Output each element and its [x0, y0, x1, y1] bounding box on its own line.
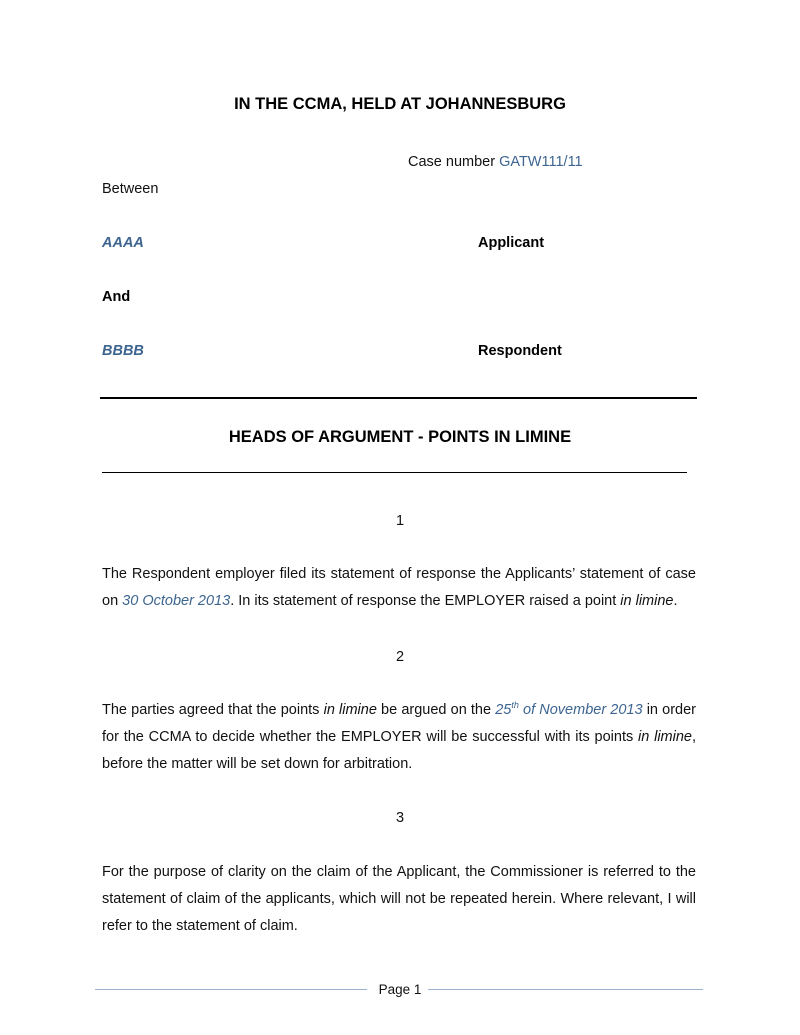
- court-title: IN THE CCMA, HELD AT JOHANNESBURG: [234, 95, 566, 113]
- respondent-role: Respondent: [478, 343, 562, 359]
- case-number-line: [408, 154, 583, 170]
- paragraph-body: For the purpose of clarity on the claim of the Applicant, the Commissioner is referred to the statement of claim of the applicants, which will not be repeated herein. Where relevant, I will refer to the statement of claim.: [102, 864, 696, 934]
- divider-underline: [102, 472, 687, 473]
- italic-term: in limine: [323, 702, 377, 718]
- date-reference: 30 October 2013: [122, 593, 231, 609]
- case-number-value: GATW111/11: [499, 154, 583, 170]
- italic-term: in limine: [620, 593, 674, 609]
- date-ordinal: th: [511, 700, 519, 711]
- paragraph-number: 1: [395, 513, 405, 529]
- applicant-role: Applicant: [478, 235, 545, 251]
- paragraph-text: , before the matter will be set down for arbitration.: [102, 729, 697, 772]
- paragraph-number: 2: [395, 649, 405, 665]
- date-day: 25: [495, 702, 512, 718]
- applicant-name: AAAA: [102, 235, 144, 251]
- paragraph-text: . In its statement of response the EMPLOYER raised a point: [230, 593, 621, 609]
- italic-term: in limine: [638, 729, 692, 745]
- paragraph-text: The Respondent employer filed its statement of response the Applicants’ statement of case on: [102, 566, 696, 609]
- paragraph-number: 3: [395, 810, 405, 826]
- divider-thick: [100, 397, 697, 399]
- between-label: Between: [102, 181, 159, 197]
- and-label: And: [102, 289, 131, 305]
- respondent-name: BBBB: [102, 343, 144, 359]
- page-number: [0, 982, 800, 997]
- paragraph-text: The parties agreed that the points: [102, 702, 324, 718]
- page-label: Page 1: [373, 982, 428, 997]
- date-reference: [495, 702, 642, 718]
- paragraph-text: in order for the CCMA to decide whether the EMPLOYER will be successful with its points: [102, 702, 696, 745]
- paragraph-body: [102, 561, 696, 615]
- paragraph-text: .: [673, 593, 678, 609]
- document-heading: HEADS OF ARGUMENT - POINTS IN LIMINE: [228, 428, 572, 446]
- paragraph-body: [102, 697, 696, 778]
- date-rest: of November 2013: [518, 702, 643, 718]
- paragraph-text: be argued on the: [376, 702, 496, 718]
- case-number-label: Case number: [408, 154, 496, 170]
